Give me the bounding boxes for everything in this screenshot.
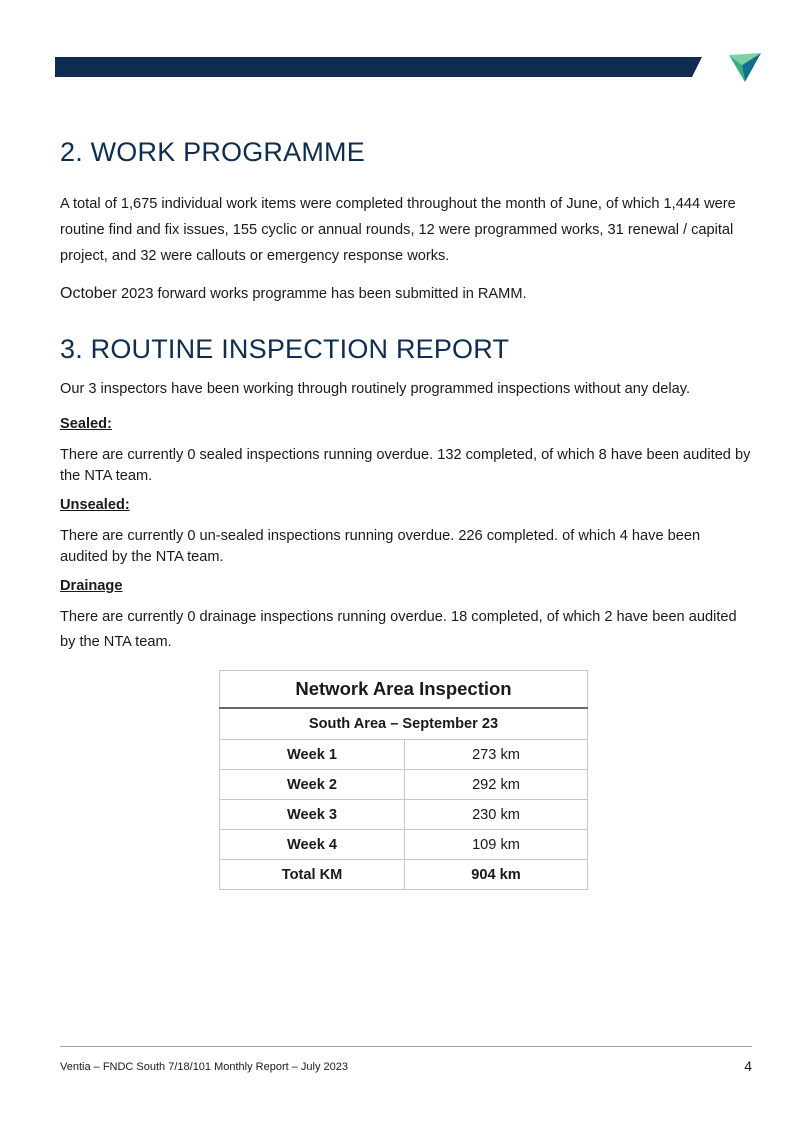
network-inspection-table bbox=[219, 670, 588, 890]
inspection-intro: Our 3 inspectors have been working through routinely programmed inspections without any delay. bbox=[60, 381, 691, 397]
header-bar bbox=[55, 57, 702, 77]
row-value: 230 km bbox=[405, 800, 588, 830]
table-title: Network Area Inspection bbox=[220, 671, 588, 709]
row-label: Week 3 bbox=[220, 800, 405, 830]
ventia-v-logo-icon bbox=[729, 52, 761, 82]
table-row bbox=[220, 800, 588, 830]
sealed-heading: Sealed: bbox=[60, 416, 112, 432]
section-heading-work-programme: 2. WORK PROGRAMME bbox=[60, 137, 365, 167]
table-row bbox=[220, 830, 588, 860]
forward-works-text: 2023 forward works programme has been submitted in RAMM. bbox=[116, 286, 527, 302]
unsealed-heading: Unsealed: bbox=[60, 497, 130, 513]
section-heading-routine-inspection: 3. ROUTINE INSPECTION REPORT bbox=[60, 334, 510, 364]
row-label: Week 2 bbox=[220, 770, 405, 800]
row-value: 109 km bbox=[405, 830, 588, 860]
table-row-total bbox=[220, 860, 588, 890]
table-row bbox=[220, 770, 588, 800]
table-subtitle: South Area – September 23 bbox=[220, 708, 588, 740]
forward-works-paragraph bbox=[60, 283, 752, 305]
table-row bbox=[220, 740, 588, 770]
row-value: 273 km bbox=[405, 740, 588, 770]
total-value: 904 km bbox=[405, 860, 588, 890]
total-label: Total KM bbox=[220, 860, 405, 890]
sealed-paragraph: There are currently 0 sealed inspections running overdue. 132 completed, of which 8 have been audited by the NTA team. bbox=[60, 447, 751, 484]
drainage-heading: Drainage bbox=[60, 578, 123, 594]
drainage-paragraph: There are currently 0 drainage inspections running overdue. 18 completed, of which 2 have been audited by the NTA team. bbox=[60, 609, 737, 650]
page-number: 4 bbox=[744, 1058, 752, 1074]
footer-divider bbox=[60, 1046, 752, 1047]
row-value: 292 km bbox=[405, 770, 588, 800]
row-label: Week 1 bbox=[220, 740, 405, 770]
work-programme-paragraph: A total of 1,675 individual work items were completed throughout the month of June, of which 1,444 were routine find and fix issues, 155 cyclic or annual rounds, 12 were programmed works, 31 renewal / capital project, and 32 were callouts or emergency response works. bbox=[60, 196, 736, 264]
forward-works-month: October bbox=[60, 285, 117, 302]
row-label: Week 4 bbox=[220, 830, 405, 860]
footer-text: Ventia – FNDC South 7/18/101 Monthly Report – July 2023 bbox=[60, 1061, 349, 1073]
unsealed-paragraph: There are currently 0 un-sealed inspections running overdue. 226 completed. of which 4 have been audited by the NTA team. bbox=[60, 528, 701, 565]
